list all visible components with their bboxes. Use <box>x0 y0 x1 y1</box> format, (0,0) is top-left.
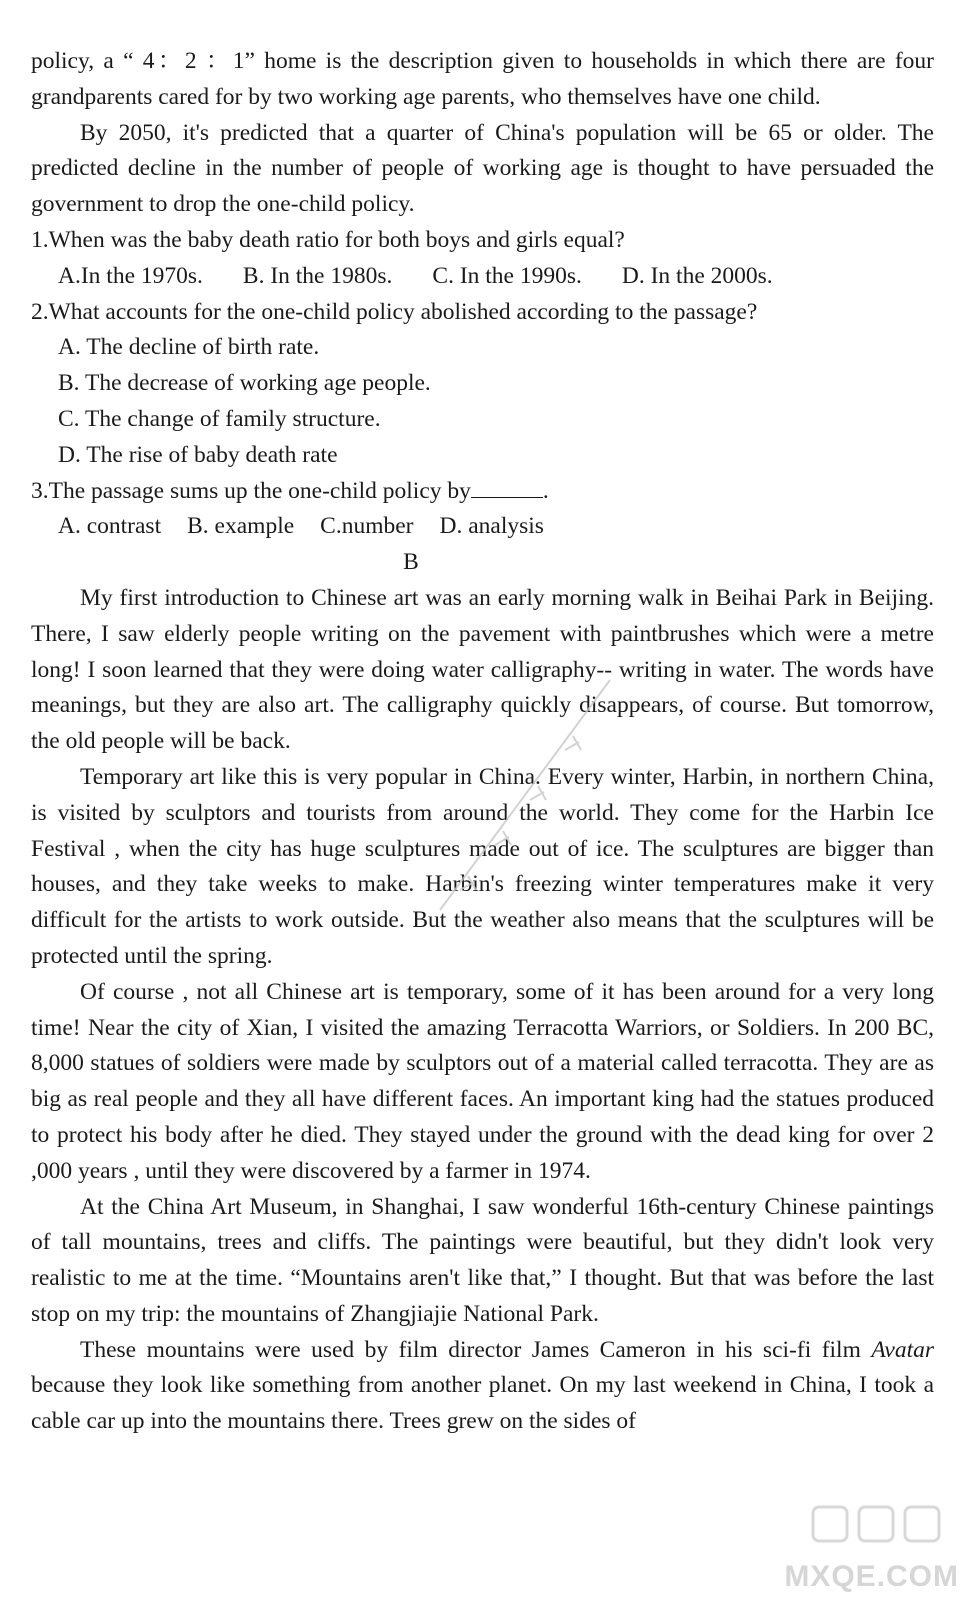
film-title: Avatar <box>871 1336 934 1363</box>
question-2-option-a: A. The decline of birth rate. <box>58 334 320 361</box>
question-3-stem-end: . <box>542 477 549 504</box>
question-2-option-b: B. The decrease of working age people. <box>58 370 431 397</box>
question-2-option-d: D. The rise of baby death rate <box>58 441 338 468</box>
document-page <box>31 44 934 1440</box>
question-3-option-b: B. example <box>187 513 295 540</box>
question-1-options <box>31 259 934 295</box>
section-b-paragraph-1: My first introduction to Chinese art was an early morning walk in Beihai Park in Beijing. There, I saw elderly people writing on the pavement with paintbrushes which were a metre long! I soon learned that they were doing water calligraphy-- writing in water. The words have meanings, but they are also art. The calligraphy quickly disappears, of course. But tomorrow, the old people will be back. <box>31 584 934 755</box>
question-2-option-c: C. The change of family structure. <box>58 405 381 432</box>
logo-text: MXQE.COM <box>784 1560 959 1593</box>
question-1-option-b: B. In the 1980s. <box>242 262 393 289</box>
section-b-heading: B <box>403 549 419 576</box>
logo-glyph-box <box>859 1507 893 1541</box>
logo-glyph-box <box>813 1507 847 1541</box>
section-b-paragraph-3: Of course , not all Chinese art is temporary, some of it has been around for a very long time! Near the city of Xian, I visited the amazing Terracotta Warriors, or Soldiers. In 200 BC, 8,000 statues of soldiers were made by sculptors out of a material called terracotta. They are as big as real people and they all have different faces. An important king had the statues produced to protect his body after he died. They stayed under the ground with the dead king for over 2 ,000 years , until they were discovered by a farmer in 1974. <box>31 978 934 1184</box>
section-b-paragraph-4: At the China Art Museum, in Shanghai, I saw wonderful 16th-century Chinese paintings of tall mountains, trees and cliffs. The paintings were beautiful, but they didn't look very realistic to me at the time. “Mountains aren't like that,” I thought. But that was before the last stop on my trip: the mountains of Zhangjiajie National Park. <box>31 1193 934 1327</box>
question-2-stem: 2.What accounts for the one-child policy abolished according to the passage? <box>31 298 758 325</box>
question-1-option-c: C. In the 1990s. <box>432 262 582 289</box>
question-3-stem <box>31 474 934 510</box>
question-1-option-d: D. In the 2000s. <box>621 262 773 289</box>
answer-blank <box>471 475 543 498</box>
question-3-options <box>31 509 934 545</box>
passage-a-tail-paragraph-2: By 2050, it's predicted that a quarter of China's population will be 65 or older. The predicted decline in the number of people of working age is thought to have persuaded the government to drop the one-child policy. <box>31 119 934 218</box>
question-3-option-c: C.number <box>320 513 414 540</box>
section-b-paragraph-5-start: These mountains were used by film director James Cameron in his sci-fi film <box>80 1336 872 1363</box>
question-3-option-d: D. analysis <box>439 513 544 540</box>
section-b-paragraph-5-end: because they look like something from another planet. On my last weekend in China, I took a cable car up into the mountains there. Trees grew on the sides of <box>31 1372 934 1435</box>
question-3-stem-text: 3.The passage sums up the one-child policy by <box>31 477 471 504</box>
question-3-option-a: A. contrast <box>58 513 162 540</box>
question-1-stem: 1.When was the baby death ratio for both boys and girls equal? <box>31 226 625 253</box>
logo-glyph-box <box>905 1507 939 1541</box>
section-b-paragraph-5 <box>31 1333 934 1440</box>
question-1-option-a: A.In the 1970s. <box>58 262 203 289</box>
passage-a-tail-paragraph-1: policy, a “ 4：2 ：1” home is the description given to households in which there are four grandparents cared for by two working age parents, who themselves have one child. <box>31 48 934 110</box>
section-b-paragraph-2: Temporary art like this is very popular in China. Every winter, Harbin, in northern China, is visited by sculptors and tourists from around the world. They come for the Harbin Ice Festival , when the city has huge sculptures made out of ice. The sculptures are bigger than houses, and they take weeks to make. Harbin's freezing winter temperatures make it very difficult for the artists to work outside. But the weather also means that the sculptures will be protected until the spring. <box>31 763 934 969</box>
